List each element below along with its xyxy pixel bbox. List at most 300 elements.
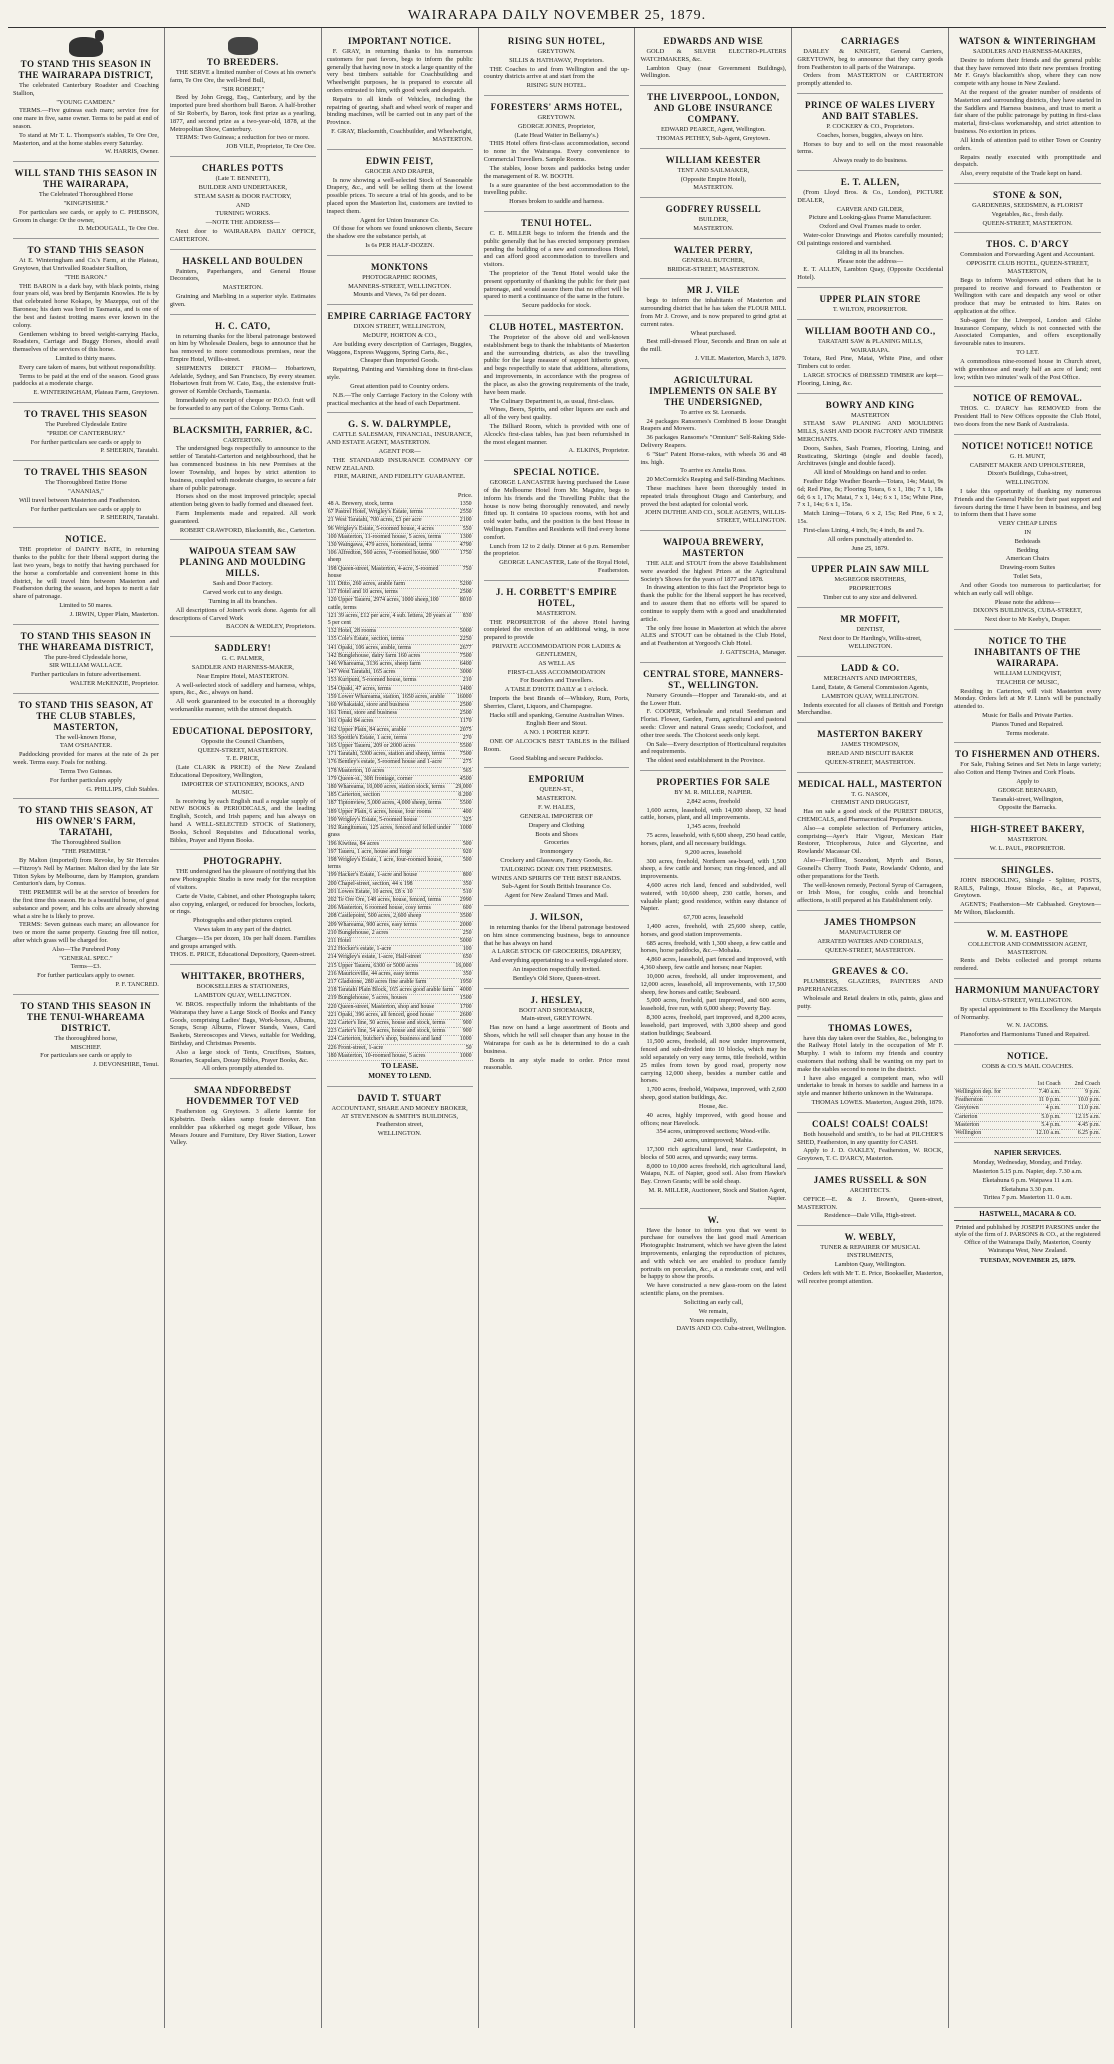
advert-line: First-class Lining, 4 inch, 9s; 4 inch, 8s and 7s.: [803, 526, 924, 534]
napier-services: [954, 1145, 1101, 1208]
advert-line: Next door to Dr Harding's, Willis-street,: [818, 634, 922, 642]
advert-line: The Purebred Clydesdale Entire: [45, 421, 127, 428]
table-row: [327, 880, 473, 888]
advert-line: "SIR ROBERT,": [221, 85, 265, 93]
advert-line: 1,400 acres, freehold, with 25,600 sheep, cattle, horses, and good station improvements.: [640, 923, 787, 938]
advert-line: Orders from MASTERTON or CARTERTON promptly attended to.: [797, 72, 944, 88]
property-price: 2550: [454, 509, 472, 517]
advert-title: TO TRAVEL THIS SEASON: [24, 409, 148, 420]
advert-line: AND: [235, 201, 250, 209]
advert: [484, 583, 630, 769]
property-description: 192 Rangitumau, 125 acres, fenced and felled under grass: [327, 825, 455, 840]
advert-line: GEORGE BERNARD,: [997, 786, 1058, 794]
advert-signature: P. SHEERIN, Taratahi.: [100, 514, 159, 522]
property-price: 4500: [454, 775, 472, 783]
advert: [954, 820, 1101, 859]
advert-line: Oxford and Oval Frames made to order.: [819, 223, 922, 231]
advert-line: Nursery Grounds—Hopper and Taranaki-sts, and at the Lower Hutt.: [640, 691, 787, 707]
advert-line: WELLINGTON.: [1005, 479, 1050, 487]
advert-line: in returning thanks for the liberal patronage bestowed on him since commencing business, begs to announce that he has always on hand: [483, 923, 630, 947]
agents-line: HASTWELL, MACARA & CO.: [979, 1210, 1076, 1219]
advert-line: 40 acres, highly improved, with good house and offices; near Havelock.: [640, 1111, 787, 1127]
advert-line: Photographs and other pictures copied.: [193, 917, 293, 925]
property-price: 16,000: [455, 962, 472, 969]
property-price: 750: [454, 565, 472, 580]
advert: [170, 32, 316, 157]
table-row: [327, 751, 473, 759]
table-row: [327, 525, 473, 533]
advert-line: BY M. R. MILLER, NAPIER.: [674, 789, 753, 796]
imprint: [954, 1220, 1101, 1265]
table-row: [327, 685, 473, 693]
advert-signature: W. HARRIS, Owner.: [104, 148, 159, 156]
table-row: [327, 677, 473, 685]
property-price: 500: [454, 840, 472, 848]
advert-line: FIRST-CLASS ACCOMMODATION: [507, 668, 606, 676]
column-6: [792, 28, 949, 2028]
advert-signature: WALTER McKENZIE, Proprietor.: [69, 679, 159, 687]
advert-line: Totara, Red Pine, Matai, White Pine, and other Timbers cut to order.: [797, 355, 944, 371]
table-row: [327, 661, 473, 669]
advert-line: Horses shod on the most improved principle; special attention being given to badly formed and diseased feet.: [169, 493, 316, 509]
table-row: [327, 995, 473, 1003]
advert-line: CHEMIST AND DRUGGIST,: [831, 799, 910, 807]
advert-title: MASTERTON BAKERY: [817, 729, 924, 740]
coach-cell: 11.0 p.m.: [1062, 1105, 1101, 1113]
property-price: 5000: [454, 937, 472, 945]
advert-title: NOTICE.: [1006, 1051, 1049, 1062]
advert-line: June 25, 1879.: [851, 544, 889, 552]
advert: [13, 696, 159, 800]
property-description: 171 Taratahi, 5300 acres, station and sheep, terms: [327, 751, 455, 759]
column-2: [165, 28, 322, 2028]
property-description: 202 Te Ore Ore, 148 acres, house, fenced, terms: [327, 896, 455, 904]
property-description: 106 Alfredton, 560 acres, 7-roomed house, 900 sheep: [327, 550, 455, 565]
property-description: 132 Hotel, 28 rooms: [327, 628, 455, 636]
coach-row: [954, 1089, 1101, 1097]
table-row: [327, 921, 473, 929]
table-row: [327, 541, 473, 549]
advert-line: THOS. C. D'ARCY has REMOVED from the President Hall to New Offices opposite the Club Hotel, two doors from the new Bank of Australasia.: [954, 405, 1102, 428]
advert-line: QUEEN-STREET, MASTERTON.: [825, 758, 916, 766]
advert-line: Desire to inform their friends and the general public that they have removed into their new premises fronting Mr F. Gray's blacksmith's shop, where they can now compete with any house in New Zealand.: [954, 56, 1102, 88]
advert-line: A NO. 1 PORTER KEPT.: [523, 729, 590, 737]
property-description: 218 Taratahi Plain Block, 165 acres good arable farm: [327, 987, 454, 994]
advert-line: All kind of Mouldings on hand and to order.: [813, 469, 927, 477]
advert-line: A TABLE D'HOTE DAILY at 1 o'clock.: [504, 686, 609, 694]
advert-line: QUEEN-STREET, MASTERTON.: [825, 946, 916, 954]
advert: [797, 290, 943, 320]
coach-cell: 11 0 p.m.: [1023, 1097, 1062, 1105]
advert-line: begs to inform the inhabitants of Masterton and surrounding district that he has taken the FLOUR MILL from Mr J. Crowe, and is now prepared to grind grist at current rates.: [640, 297, 787, 328]
advert-line: On Sale—Every description of Horticultural requisites and requirements.: [640, 740, 787, 756]
advert-line: G. C. PALMER,: [221, 655, 264, 663]
advert-line: 8,000 to 10,000 acres freehold, rich agricultural land, Waiapu, N.E. of Napier, good soil. Also from Hawke's Bay. Crown Grants; will be sold cheap.: [640, 1162, 787, 1186]
property-price: 3000: [454, 669, 472, 677]
advert-line: G. H. MUNT,: [1009, 452, 1046, 460]
advert-line: THE BARON is a dark bay, with black points, rising four years old, was bred by Benjamin Knowles. He is by that celebrated horse Kokapo, by Mazeppa, out of the Baroness; his dam was bred in Tasmania, and is one of the best and fastest trotting mares ever known in the colony.: [13, 282, 159, 329]
advert-line: Horses broken to saddle and harness.: [509, 198, 604, 206]
advert: [484, 908, 630, 989]
advert-line: Limited to 50 mares.: [59, 601, 113, 609]
advert-signature: J. VILE. Masterton, March 3, 1879.: [694, 355, 787, 362]
advert-title: THOS. C. D'ARCY: [986, 239, 1070, 250]
property-description: 141 Opaki, 106 acres, arable, terms: [327, 644, 455, 652]
table-row: [327, 1019, 473, 1027]
property-price: 2000: [454, 921, 472, 929]
advert-line: Feather Edge Weather Boards—Totara, 14s; Matai, 9s 6d; Red Pine, 8s; Flooring Totara, 6 x 1, 18s; 7 x 1, 18s 6d; 6 x 1, 17s; Matai, 7 x 1, 14s; 6 x 1, 15s; White Pine, 7 x 1, 14s; 6 x 1, 15s.: [797, 478, 944, 509]
advert-line: PRIVATE ACCOMMODATION FOR LADIES & GENTLEMEN,: [491, 643, 622, 658]
property-description: 200 Chapel-street, section, 44 x 198: [327, 880, 455, 888]
property-description: 220 Queen-street, Masterton, shop and house: [327, 1003, 455, 1011]
advert: [797, 913, 943, 960]
table-row: [327, 501, 473, 509]
table-row: [327, 693, 473, 701]
property-price: 16000: [454, 693, 472, 701]
table-row: [327, 759, 473, 767]
advert-signature: J. GATTSCHA, Manager.: [720, 648, 787, 656]
advert-signature: JOB VILE, Proprietor, Te Ore Ore.: [226, 143, 316, 151]
table-row: [327, 1052, 473, 1060]
property-price: 2250: [454, 636, 472, 644]
advert-line: CARVER AND GILDER,: [836, 205, 904, 213]
advert-line: SADDLERS AND HARNESS-MAKERS,: [972, 47, 1083, 55]
property-price: 50: [454, 1044, 472, 1052]
table-row: [327, 702, 473, 710]
advert-title: MR J. VILE: [686, 285, 740, 296]
advert: [170, 852, 316, 965]
advert-line: PROPRIETORS: [848, 585, 892, 593]
advert-title: JAMES RUSSELL & SON: [813, 1175, 927, 1186]
advert-title: TO TRAVEL THIS SEASON: [24, 467, 148, 478]
advert-line: Is now showing a well-selected Stock of Seasonable Drapery, &c., and will be selling them at the lowest possible prices. To secure a trial of his goods, and to be placed upon the Masterton list, customers are invited to inspect them.: [326, 176, 473, 215]
advert: [640, 773, 786, 1209]
advert-line: DIXON STREET, WELLINGTON,: [353, 323, 446, 331]
property-price: 275: [454, 759, 472, 767]
advert-line: ONE OF ALCOCK'S BEST TABLES in the Billiard Room.: [483, 738, 630, 753]
advert-line: Views taken in any part of the district.: [193, 926, 292, 934]
coach-cell: Carterton: [954, 1113, 1023, 1121]
advert-line: PHOTOGRAPHIC ROOMS,: [362, 273, 438, 281]
advert-title: E. T. ALLEN,: [840, 177, 900, 188]
advert-signature: M. R. MILLER, Auctioneer, Stock and Station Agent, Napier.: [648, 1187, 787, 1202]
advert-line: Carte de Visite, Cabinet, and other Photographs taken; also copying, enlarged, or reduced for brooches, lockets, or rings.: [169, 892, 316, 916]
coach-row: [954, 1113, 1101, 1121]
advert-title: WAIPOUA BREWERY, MASTERTON: [662, 537, 764, 559]
advert-line: MASTERTON.: [536, 795, 577, 803]
property-description: 176 Bentley's estate, 5-roomed house and 1-acre: [327, 759, 455, 767]
advert-line: Please note the address—: [994, 598, 1061, 606]
advert-title: AGRICULTURAL IMPLEMENTS ON SALE BY THE UNDERSIGNED,: [649, 374, 778, 407]
advert-title: WHITTAKER, BROTHERS,: [180, 971, 305, 982]
advert-line: CATTLE SALESMAN, FINANCIAL, INSURANCE, AND ESTATE AGENT, MASTERTON.: [326, 431, 473, 447]
property-description: 208 Castlepoint, 500 acres, 2,600 sheep: [327, 913, 455, 921]
coach-row: [954, 1097, 1101, 1105]
property-description: 120 Upper Taueru, 2974 acres, 1000 sheep,100 cattle, terms: [327, 597, 455, 612]
advert-line: Match Lining—Totara, 6 x 2, 15s; Red Pine, 6 x 2, 15s.: [797, 510, 944, 526]
property-price: 210: [454, 677, 472, 685]
advert-line: LARGE STOCKS of DRESSED TIMBER are kept—Flooring, Lining, &c.: [797, 371, 944, 387]
advert-line: Agent for Union Insurance Co.: [359, 216, 440, 224]
advert-line: By special appointment to His Excellency the Marquis of Normanby.: [954, 1005, 1102, 1021]
property-price: 920: [454, 848, 472, 856]
advert-signature: J. IRWIN, Upper Plain, Masterton.: [69, 610, 159, 618]
property-description: 199 Hacker's Estate, 1-acre and house: [327, 872, 455, 880]
table-row: [327, 962, 473, 970]
advert-line: Doors, Sashes, Sash Frames, Flooring, Lining, and Rusticating, Skirtings (single and double faced), Architraves (single and double faced).: [797, 444, 944, 468]
advert-signature: P. SHEERIN, Taratahi.: [100, 447, 159, 455]
advert-line: SIR WILLIAM WALLACE.: [49, 662, 123, 670]
advert: [954, 389, 1101, 434]
advert-line: Secure paddocks for stock.: [522, 302, 591, 310]
advert: [170, 967, 316, 1079]
property-description: 196 Kiwitea, 84 acres: [327, 840, 455, 848]
advert: [797, 725, 943, 772]
property-price: 4000: [454, 987, 472, 995]
advert-line: MANUFACTURER OF: [839, 928, 902, 936]
advert-line: WILLIAM LUNDQVIST,: [993, 669, 1062, 677]
advert-line: 36 packages Ransome's "Omnium" Self-Raking Side-Delivery Reapers.: [640, 434, 787, 449]
columns: [8, 28, 1106, 2028]
advert-line: Pianofortes and Harmoniums Tuned and Repaired.: [960, 1031, 1090, 1039]
property-price: 900: [454, 1019, 472, 1027]
column-1: [8, 28, 165, 2028]
advert-line: WAIRARAPA.: [850, 346, 890, 354]
advert: [484, 32, 630, 96]
advert-line: F. COOPER, Wholesale and retail Seedsman and Florist. Flower, Garden, Farm, agricultural and pastoral seeds: Clover and natural Grass seeds; Cocksfoot, and other tree seeds. The Choicest seeds only kept.: [640, 708, 787, 739]
advert-title: EMPORIUM: [528, 774, 585, 785]
advert-line: Wines, Beers, Spirits, and other liquors are each and all of the very best quality.: [483, 406, 630, 422]
advert-title: G. S. W. DALRYMPLE,: [348, 419, 452, 430]
advert-line: Land, Estate, & General Commission Agents,: [811, 683, 929, 691]
table-row: [327, 905, 473, 913]
advert-line: OFFICE—E. & J. Brown's, Queen-street, MASTERTON.: [797, 1195, 944, 1211]
advert: [640, 200, 786, 239]
table-row: [327, 533, 473, 541]
advert: [484, 214, 630, 316]
column-7: [949, 28, 1106, 2028]
property-price: 830: [454, 612, 472, 627]
advert-signature: E. WINTERINGHAM, Plateau Farm, Greytown.: [33, 389, 159, 397]
property-price: 1000: [454, 1036, 472, 1044]
advert: [484, 770, 630, 906]
advert-line: Residence—Dale Villa, High-street.: [824, 1212, 917, 1220]
advert-line: Orders left with Mr T. E. Price, Bookseller, Masterton, will receive prompt attention.: [797, 1269, 944, 1285]
advert-title: WALTER PERRY,: [673, 244, 753, 255]
table-row: [327, 848, 473, 856]
advert-line: Farm Implements made and repaired. All work guaranteed.: [169, 509, 316, 525]
property-description: 210 Bunglehouse, 2 acres: [327, 929, 455, 937]
advert: [954, 632, 1101, 743]
advert-line: Also, every requisite of the Trade kept on hand.: [960, 170, 1082, 178]
advert-line: Vegetables, &c., fresh daily.: [991, 210, 1064, 218]
property-description: 211 Hotel: [327, 937, 455, 945]
property-description: 165 Upper Taueru, 209 or 2000 acres: [327, 743, 455, 751]
coach-cell: 12.10 a.m.: [1023, 1130, 1062, 1138]
table-row: [327, 1003, 473, 1011]
property-description: 160 Whakataki, store and business: [327, 702, 455, 710]
advert-line: Begs to inform Woolgrowers and others that he is prepared to receive and forward to Featherston or Wellington with care and despatch any wool or other produce that may be entrusted to him. Rates on application at the office.: [954, 276, 1102, 316]
advert-line: For further particulars see cards or apply to: [30, 505, 142, 513]
table-row: [327, 565, 473, 580]
coach-timetable: [954, 1078, 1101, 1143]
table-row: [327, 710, 473, 718]
advert-line: IMPORTER OF STATIONERY, BOOKS, AND MUSIC.: [181, 780, 305, 796]
napier-line: Eketahuna 6 p.m. Waipawa 11 a.m.: [982, 1176, 1073, 1184]
property-price: 6400: [454, 661, 472, 669]
advert-line: For further particulars see cards or apply to: [30, 438, 142, 446]
advert-title: SHINGLES.: [1001, 864, 1054, 875]
advert-title: NOTICE.: [65, 534, 107, 545]
advert-line: Coaches, horses, buggies, always on hire.: [817, 131, 924, 139]
advert-line: SADDLER AND HARNESS-MAKER,: [191, 663, 294, 671]
advert-title: TO STAND THIS SEASON IN THE TENUI-WHAREAMA DISTRICT.: [20, 1000, 152, 1033]
advert-title: GREAVES & CO.: [831, 966, 909, 977]
property-description: 159 Lower Whareama, station, 1650 acres, arable: [327, 693, 455, 701]
advert-line: DENTIST,: [856, 625, 885, 633]
property-description: 161 Opaki 84 acres: [327, 718, 455, 726]
horse-icon: [69, 37, 103, 57]
coach-row: [954, 1130, 1101, 1138]
advert-line: Crockery and Glassware, Fancy Goods, &c.: [500, 856, 613, 864]
coach-cell: 12.15 a.m.: [1062, 1113, 1101, 1121]
table-row: [327, 946, 473, 954]
advert-line: All descriptions of Joiner's work done. Agents for all descriptions of Carved Work: [169, 606, 316, 622]
advert-line: W. N. JACOBS.: [1006, 1022, 1049, 1030]
advert-line: Wholesale and Retail dealers in oils, paints, glass and putty.: [797, 994, 944, 1010]
advert: [640, 665, 786, 771]
advert-title: EMPIRE CARRIAGE FACTORY: [327, 311, 472, 322]
advert-title: WILLIAM BOOTH AND CO.,: [804, 325, 936, 336]
property-price: 2990: [454, 896, 472, 904]
advert-title: WATSON & WINTERINGHAM: [958, 36, 1097, 46]
advert-line: Limited to thirty mares.: [55, 354, 117, 362]
advert-line: The pure-bred Clydesdale horse,: [44, 653, 128, 661]
advert-line: MANNERS-STREET, WELLINGTON.: [348, 282, 452, 290]
advert-line: MASTERTON: [850, 411, 890, 419]
advert-line: Next door to WAIRARAPA DAILY OFFICE, CARTERTON.: [169, 227, 316, 243]
advert-line: TERMS: Seven guineas each mare; an allowance for two or more the same property. Grazing free till notice, after which grass will be charged for.: [13, 921, 159, 944]
napier-line: Eketahuna 3.30 p.m.: [1001, 1185, 1054, 1193]
advert: [640, 371, 786, 531]
bull-icon: [228, 37, 258, 55]
advert-title: MR MOFFIT,: [840, 613, 901, 624]
advert-line: P. COCKERY & CO., Proprietors.: [826, 122, 915, 130]
advert-title: TO STAND THIS SEASON IN THE WHAREAMA DISTRICT,: [18, 630, 154, 652]
advert-signature: ROBERT CRAWFORD, Blacksmith, &c., Carterton.: [179, 526, 316, 534]
property-description: 146 Whareama, 3136 acres, sheep farm: [327, 661, 455, 669]
property-price: 1950: [454, 978, 472, 986]
advert-line: All orders promptly attended to.: [201, 1065, 284, 1073]
advert-line: OPPOSITE CLUB HOTEL, QUEEN-STREET, MASTERTON,: [966, 260, 1089, 275]
table-row: [327, 896, 473, 904]
advert: [13, 627, 159, 694]
advert-line: The Thoroughbred Entire Horse: [44, 479, 127, 487]
table-row: [327, 808, 473, 816]
advert: [797, 32, 943, 94]
property-description: 100 Masterton, 11-roomed house, 5 acres, terms: [327, 533, 455, 541]
property-description: 111 Ditto, 260 acres, arable farm: [327, 581, 455, 589]
property-price: 1350: [454, 501, 472, 509]
property-price: 5500: [454, 800, 472, 808]
advert-title: H. C. CATO,: [215, 320, 271, 331]
property-price: 1700: [454, 1003, 472, 1011]
advert: [327, 258, 473, 305]
advert-line: GOLD & SILVER ELECTRO-PLATERS WATCHMAKERS, &c.: [640, 47, 787, 63]
advert-line: Sub-agent for the Liverpool, London and Globe Insurance Company, which is not connected with the Associated Companies, and offers exceptionally favourable rates to insurers.: [954, 316, 1102, 348]
property-price: 1500: [454, 995, 472, 1003]
advert-line: BOOT AND SHOEMAKER,: [518, 1006, 595, 1014]
property-description: 201 Lowes Estate, 10 acres, £8 x 10: [327, 888, 455, 896]
advert-line: "PRIDE OF CANTERBURY.": [46, 429, 126, 437]
advert-line: THE PROPRIETOR of the above Hotel having completed the erection of an additional wing, is now prepared to provide: [483, 618, 630, 642]
table-row: [327, 718, 473, 726]
table-row: [327, 970, 473, 978]
advert-line: "THE PREMIER.": [61, 848, 111, 856]
table-row: [327, 597, 473, 612]
table-price-head: Price.: [457, 492, 473, 500]
advert: [170, 639, 316, 720]
advert-line: 4,860 acres, leasehold, part fenced and improved, with 4,360 sheep, few cattle and horses; near Napier.: [640, 956, 787, 972]
advert-line: Terms moderate.: [1006, 729, 1050, 737]
coach-cell: 7.40 a.m.: [1023, 1089, 1062, 1097]
advert-line: 6 "Star" Patent Horse-rakes, with wheels 36 and 48 ins. high.: [640, 450, 787, 466]
advert: [797, 173, 943, 288]
property-price: 550: [454, 525, 472, 533]
advert: [13, 241, 159, 403]
advert-line: Timber cut to any size and delivered.: [822, 593, 918, 601]
advert-title: CLUB HOTEL, MASTERTON.: [489, 322, 624, 333]
money-to-lend-heading: MONEY TO LEND.: [368, 1071, 432, 1080]
advert-line: 685 acres, freehold, with 1,300 sheep, a few cattle and horses, horse paddocks, &c.—Mohaka.: [640, 939, 787, 955]
advert-line: C. E. MILLER begs to inform the friends and the public generally that he has erected temporary premises pending the building of a new and commodious Hotel, and can afford good accommodation to travellers and visitors.: [483, 229, 630, 269]
advert-line: I have also engaged a competent man, who will undertake to break in horses to saddle and harness in a style and manner hitherto unknown in the Wairarapa.: [797, 1074, 944, 1098]
advert-line: T. WILTON, PROPRIETOR.: [832, 305, 908, 313]
advert-line: ARCHITECTS.: [849, 1187, 891, 1195]
coach-cell: 5.0 p.m.: [1023, 1113, 1062, 1121]
advert-line: Both household and smith's, to be had at PILCHER'S SHED, Featherston, in any quantity for CASH.: [797, 1130, 944, 1146]
advert-line: "GENERAL SPEC.": [59, 954, 113, 962]
table-row: [327, 589, 473, 597]
advert-line: A well-selected stock of saddlery and harness, whips, spurs, &c., &c., always on hand.: [169, 681, 316, 697]
property-table: [327, 501, 473, 1061]
coach-table: [954, 1081, 1101, 1138]
advert-signature: P. F. TANCRED.: [115, 981, 159, 989]
advert-line: Main-street, GREYTOWN.: [521, 1015, 592, 1023]
advert-title: J. H. CORBETT'S EMPIRE HOTEL,: [495, 586, 618, 608]
advert-line: GROCER AND DRAPER,: [364, 167, 435, 175]
advert-line: Soliciting an early call,: [683, 1298, 743, 1306]
advert-line: Has on sale a good stock of the PUREST DRUGS, CHEMICALS, and Pharmaceutical Preparations.: [797, 808, 944, 823]
advert-line: AS WELL AS: [538, 659, 575, 667]
advert-title: WILLIAM KEESTER: [665, 154, 761, 165]
property-price: 900: [454, 1028, 472, 1036]
advert-line: MASTERTON.: [536, 609, 577, 617]
advert-title: W. M. EASTHOPE: [986, 928, 1069, 939]
advert-line: Hacks still and spanking, Genuine Australian Wines.: [489, 711, 625, 719]
advert-line: 300 acres, freehold, Northern sea-board, with 1,500 sheep, a few cattle and horses; run ring-fenced, and all improvements.: [640, 857, 787, 881]
coach-head-row: [954, 1081, 1101, 1089]
advert-line: CABINET MAKER AND UPHOLSTERER,: [969, 461, 1086, 469]
advert-line: Water-color Drawings and Photos carefully mounted; Oil paintings restored and varnished.: [797, 232, 944, 247]
advert: [797, 560, 943, 607]
advert-title: JAMES THOMPSON: [824, 916, 917, 927]
advert: [640, 281, 786, 368]
advert-line: In drawing attention to this fact the Proprietor begs to thank the public for the liberal support he has received, and to assure them that no efforts will be spared to continue to supply them with a good and unadulterated article.: [640, 584, 787, 623]
property-price: 2500: [454, 702, 472, 710]
advert-line: WINES AND SPIRITS OF THE BEST BRANDS.: [491, 874, 622, 882]
advert: [797, 659, 943, 723]
